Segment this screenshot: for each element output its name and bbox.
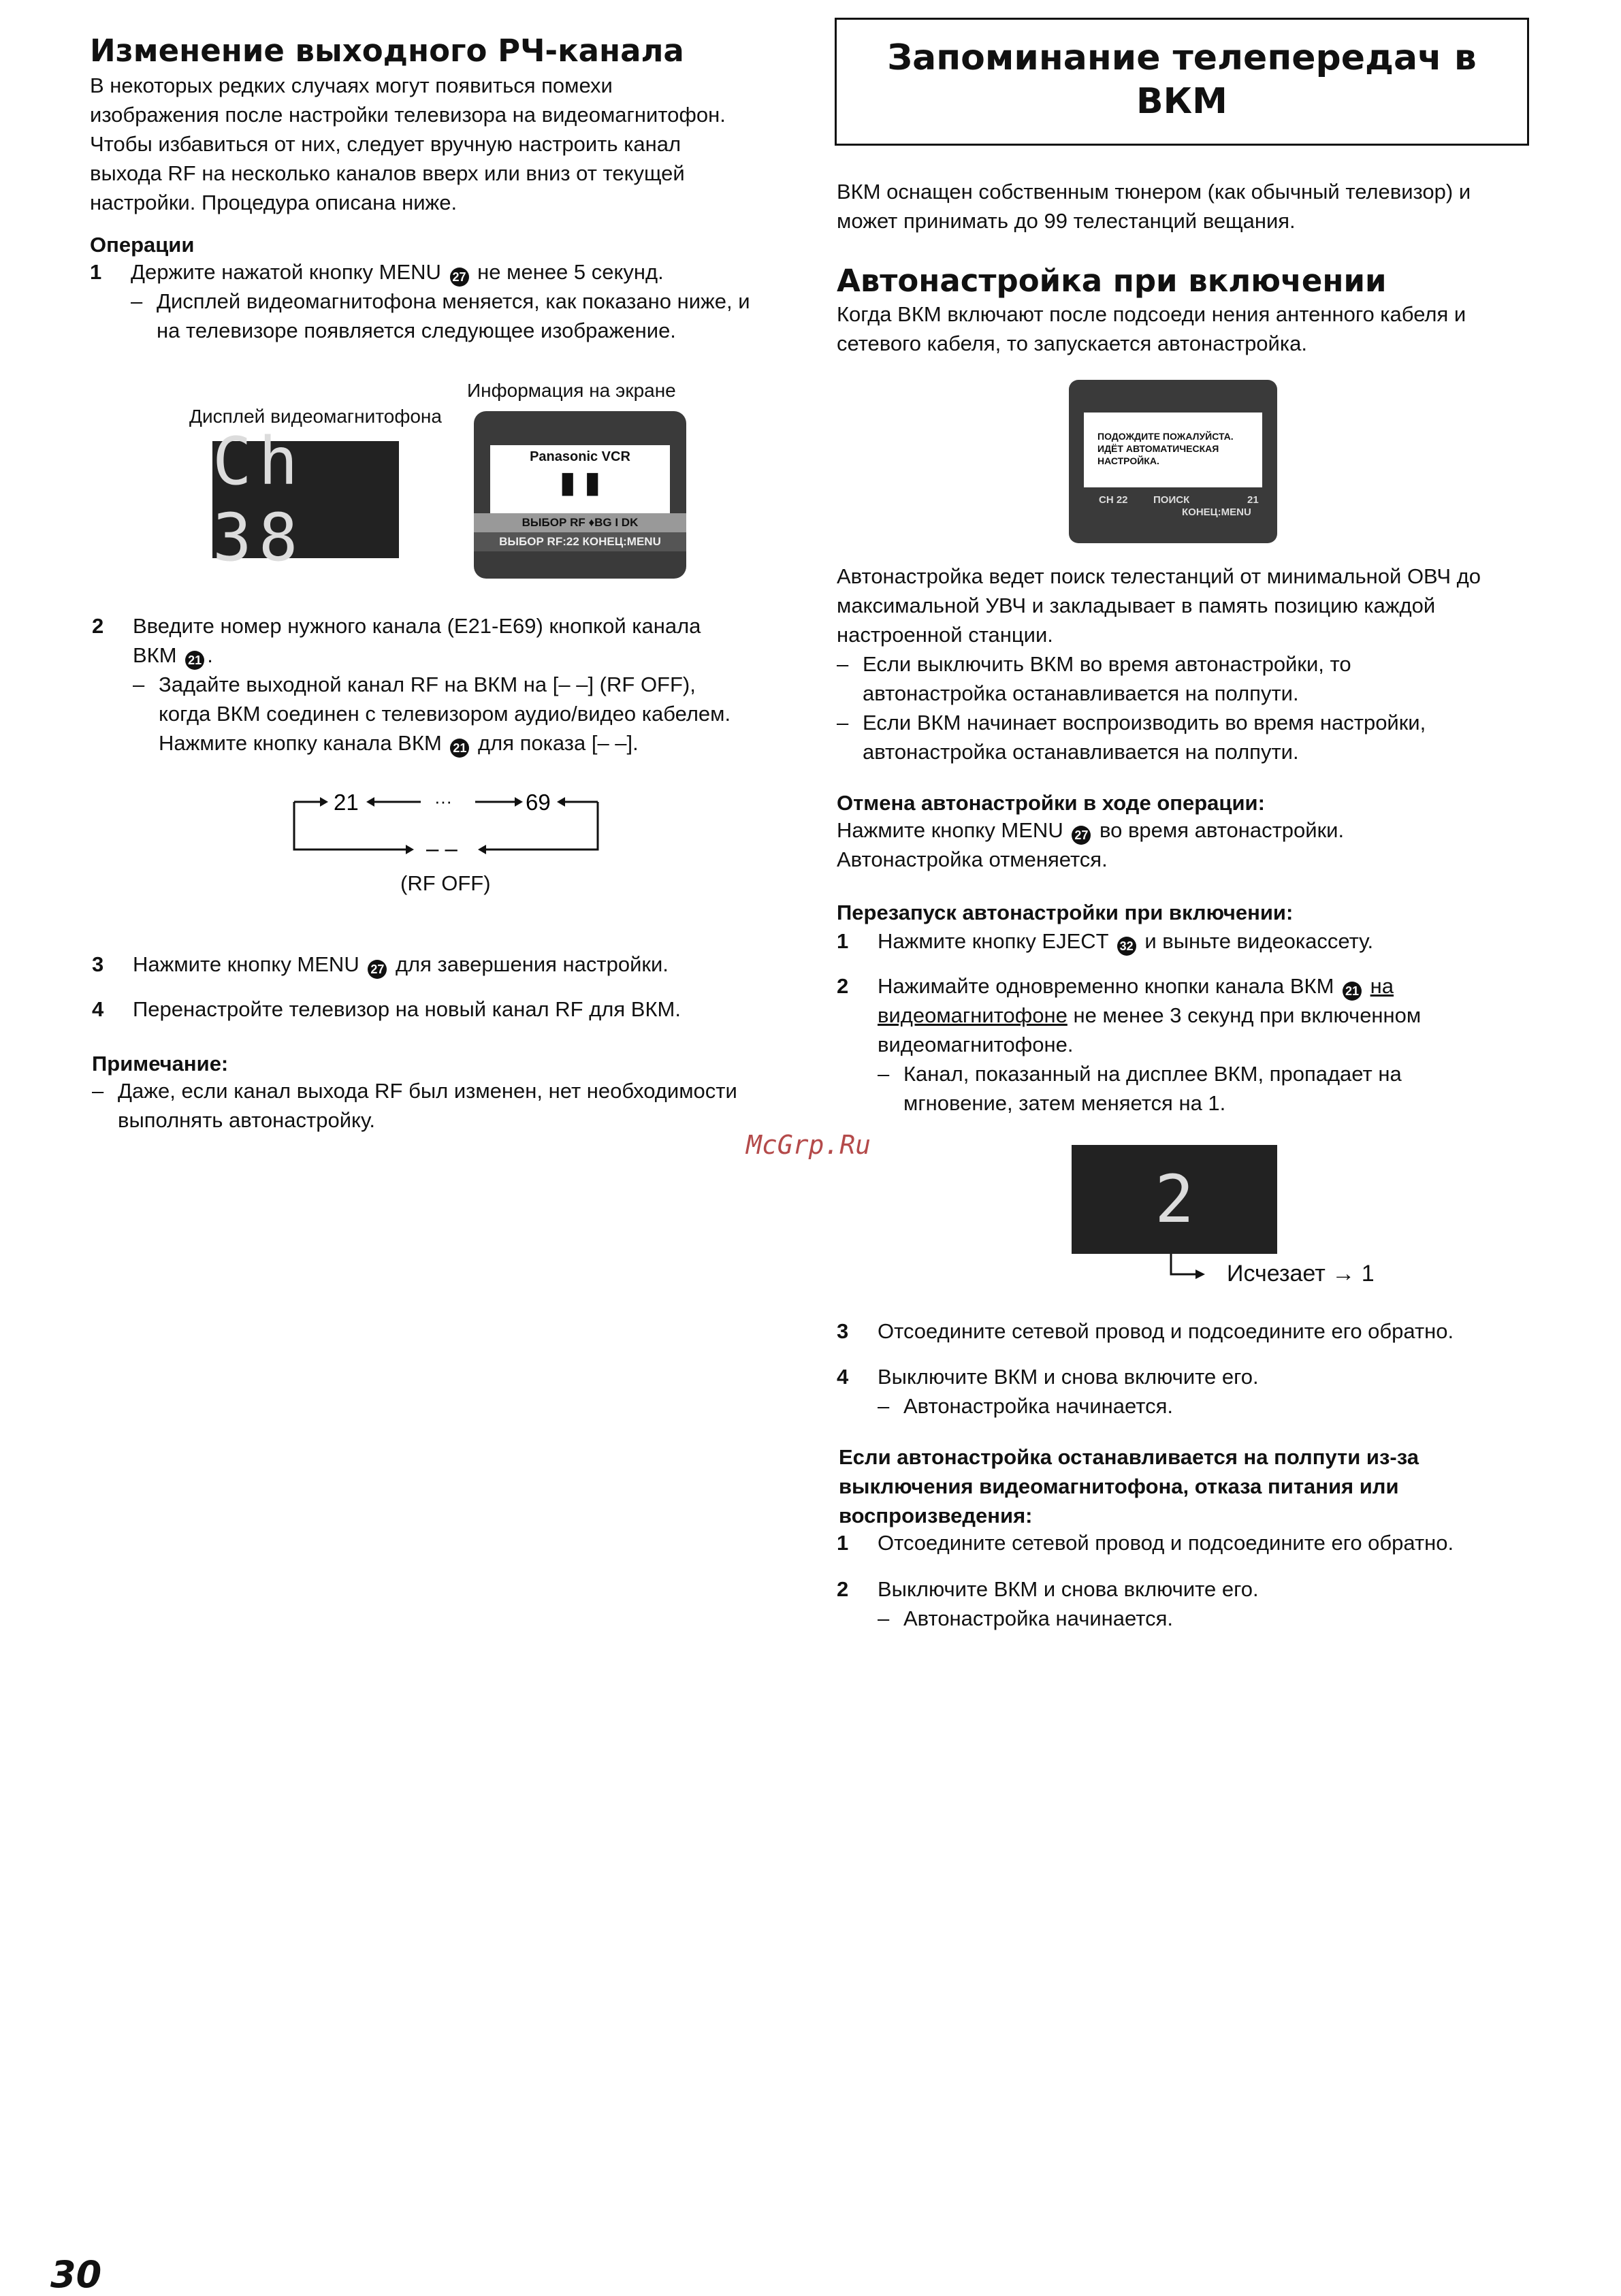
- intro-line: выхода RF на несколько каналов вверх или вниз от текущей: [90, 161, 685, 185]
- button-27-icon: 27: [368, 960, 387, 979]
- stop-heading-line: выключения видеомагнитофона, отказа питания или: [839, 1474, 1399, 1498]
- arrow-right-icon: →: [1332, 1261, 1355, 1287]
- bar-search: ПОИСК: [1153, 494, 1190, 506]
- step-text: видеомагнитофоне.: [878, 1033, 1074, 1056]
- step-subtext: Автонастройка начинается.: [903, 1394, 1173, 1418]
- step-subtext: Задайте выходной канал RF на ВКМ на [– –] (RF OFF),: [159, 673, 696, 696]
- stop-step-2: [837, 1574, 1552, 1633]
- step-text: Выключите ВКМ и снова включите его.: [878, 1365, 1259, 1389]
- note-text: Даже, если канал выхода RF был изменен, нет необходимости: [118, 1079, 737, 1103]
- step-text: Введите номер нужного канала (E21-E69) кнопкой канала: [133, 614, 701, 638]
- arrowhead: [478, 845, 486, 854]
- dash: –: [92, 1079, 104, 1103]
- cancel-heading: Отмена автонастройки в ходе операции:: [837, 791, 1265, 815]
- arrowhead: [515, 797, 523, 807]
- step-text: не менее 3 секунд при включенном: [1073, 1003, 1422, 1027]
- intro-line: Когда ВКМ включают после подсоеди нения антенного кабеля и: [837, 302, 1466, 326]
- step-3: [92, 950, 814, 979]
- stop-step-1: [837, 1528, 1552, 1557]
- step-subtext: Дисплей видеомагнитофона меняется, как показано ниже, и: [157, 289, 750, 313]
- dash: –: [133, 673, 145, 696]
- intro-line: сетевого кабеля, то запускается автонастройка.: [837, 332, 1307, 355]
- dash: –: [131, 289, 143, 313]
- operations-heading: Операции: [90, 233, 195, 257]
- stop-heading-line: воспроизведения:: [839, 1504, 1033, 1527]
- autotune-description: [837, 562, 1552, 766]
- intro-line: может принимать до 99 телестанций вещания.: [837, 209, 1296, 233]
- intro-line: настройки. Процедура описана ниже.: [90, 191, 458, 214]
- step-number: 1: [837, 929, 849, 953]
- step-text-underlined: на: [1370, 974, 1394, 998]
- step-number: 2: [837, 974, 849, 998]
- step-1: [90, 257, 812, 345]
- cancel-line: во время автонастройки.: [1099, 818, 1345, 842]
- cycle-caption: (RF OFF): [400, 871, 491, 895]
- bullet-text: автонастройка останавливается на полпути.: [863, 740, 1299, 764]
- intro-line: Чтобы избавиться от них, следует вручную настроить канал: [90, 132, 681, 156]
- bar-number: 21: [1247, 494, 1259, 506]
- section-title-auto-tuning: Автонастройка при включении: [837, 263, 1387, 299]
- autotune-status-bar: [1069, 494, 1277, 508]
- step-text: Выключите ВКМ и снова включите его.: [878, 1577, 1259, 1601]
- tv-screen-area: [490, 445, 670, 513]
- arrowhead: [320, 797, 328, 807]
- auto-intro: [837, 300, 1545, 358]
- step-text: Держите нажатой кнопку MENU: [131, 260, 441, 284]
- step-number: 3: [92, 952, 104, 976]
- disappear-arrow-icon: [1168, 1254, 1208, 1280]
- step-number: 2: [92, 614, 104, 638]
- cycle-dots: ···: [434, 791, 452, 811]
- step-number: 4: [92, 997, 104, 1021]
- vcr-lcd-display: Ch 38: [212, 441, 399, 558]
- step-2: [92, 611, 814, 758]
- button-32-icon: 32: [1117, 937, 1136, 956]
- button-27-icon: 27: [450, 268, 469, 287]
- bar-channel: CH 22: [1099, 494, 1128, 506]
- step-text: Нажмите кнопку EJECT: [878, 929, 1109, 953]
- autotune-message-line: ПОДОЖДИТЕ ПОЖАЛУЙСТА.: [1097, 431, 1234, 442]
- stop-heading: [839, 1442, 1554, 1530]
- step-text: для завершения настройки.: [395, 952, 669, 976]
- step-text: .: [207, 643, 213, 667]
- autotune-message: [1084, 413, 1262, 467]
- cycle-off-label: – –: [426, 836, 458, 858]
- step-number: 1: [90, 260, 102, 284]
- arrowhead: [366, 797, 374, 807]
- step-subtext: когда ВКМ соединен с телевизором аудио/видео кабелем.: [159, 702, 731, 726]
- cancel-line: Автонастройка отменяется.: [837, 847, 1108, 871]
- bullet-text: Если ВКМ начинает воспроизводить во время настройки,: [863, 711, 1426, 734]
- dash: –: [878, 1606, 890, 1630]
- step-subtext: Нажмите кнопку канала ВКМ: [159, 731, 442, 755]
- tv-menu-line-2: ВЫБОР RF:22 КОНЕЦ:MENU: [474, 532, 686, 551]
- intro-paragraph: [90, 71, 805, 217]
- autotune-message-line: ИДЁТ АВТОМАТИЧЕСКАЯ: [1097, 443, 1219, 454]
- step-text: Отсоедините сетевой провод и подсоедините его обратно.: [878, 1319, 1454, 1343]
- label-screen-info: Информация на экране: [467, 380, 676, 401]
- step-subtext: мгновение, затем меняется на 1.: [903, 1091, 1226, 1115]
- step-number: 2: [837, 1577, 849, 1601]
- page-number: 30: [50, 2253, 102, 2296]
- step-4: [92, 995, 814, 1024]
- tv-brand-text: Panasonic VCR: [530, 449, 630, 464]
- step-text: не менее 5 секунд.: [477, 260, 664, 284]
- step-subtext: на телевизоре появляется следующее изображение.: [157, 319, 676, 342]
- channel-cycle-diagram: [286, 790, 613, 858]
- restart-step-4: [837, 1362, 1552, 1421]
- intro-line: В некоторых редких случаях могут появиться помехи: [90, 74, 613, 97]
- bar-end: КОНЕЦ:MENU: [1182, 506, 1251, 518]
- restart-step-3: [837, 1316, 1552, 1346]
- step-number: 3: [837, 1319, 849, 1343]
- chapter-title-line: ВКМ: [1136, 81, 1227, 122]
- autotune-message-line: НАСТРОЙКА.: [1097, 455, 1159, 466]
- note-heading: Примечание:: [92, 1052, 229, 1076]
- dash: –: [837, 711, 849, 734]
- step-number: 4: [837, 1365, 849, 1389]
- step-number: 1: [837, 1531, 849, 1555]
- restart-step-2: [837, 971, 1552, 1118]
- disappear-caption: [1227, 1259, 1375, 1289]
- desc-line: Автонастройка ведет поиск телестанций от минимальной ОВЧ до: [837, 564, 1481, 588]
- bullet-text: Если выключить ВКМ во время автонастройки, то: [863, 652, 1351, 676]
- button-21-icon: 21: [450, 739, 469, 758]
- cancel-line: Нажмите кнопку MENU: [837, 818, 1063, 842]
- step-subtext: Автонастройка начинается.: [903, 1606, 1173, 1630]
- button-27-icon: 27: [1072, 826, 1091, 845]
- note: [92, 1076, 814, 1135]
- cycle-start-label: 21: [334, 790, 359, 815]
- cancel-text: [837, 815, 1545, 874]
- step-text: Перенастройте телевизор на новый канал RF для ВКМ.: [133, 997, 681, 1021]
- note-text: выполнять автонастройку.: [118, 1108, 375, 1132]
- section-title-rf-channel: Изменение выходного РЧ-канала: [90, 33, 684, 69]
- desc-line: настроенной станции.: [837, 623, 1053, 647]
- button-21-icon: 21: [185, 651, 204, 670]
- intro-line: ВКМ оснащен собственным тюнером (как обычный телевизор) и: [837, 180, 1471, 204]
- result-channel: 1: [1361, 1261, 1375, 1287]
- tuner-intro: [837, 177, 1545, 236]
- disappear-label: Исчезает: [1227, 1261, 1326, 1287]
- tv-screen-figure: [474, 411, 686, 579]
- dash: –: [878, 1062, 890, 1086]
- arrowhead: [406, 845, 414, 854]
- step-text: ВКМ: [133, 643, 177, 667]
- cycle-end-label: 69: [526, 790, 551, 815]
- desc-line: максимальной УВЧ и закладывает в память позицию каждой: [837, 594, 1436, 617]
- tv-autotune-figure: [1069, 380, 1277, 543]
- step-text-underlined: видеомагнитофоне: [878, 1003, 1068, 1027]
- stop-heading-line: Если автонастройка останавливается на полпути из-за: [839, 1445, 1419, 1469]
- label-vcr-display: Дисплей видеомагнитофона: [189, 406, 442, 427]
- step-text: Нажимайте одновременно кнопки канала ВКМ: [878, 974, 1334, 998]
- dash: –: [837, 652, 849, 676]
- bullet-text: автонастройка останавливается на полпути.: [863, 681, 1299, 705]
- dash: –: [878, 1394, 890, 1418]
- step-subtext: Канал, показанный на дисплее ВКМ, пропадает на: [903, 1062, 1402, 1086]
- chapter-title-line: Запоминание телепередач в: [887, 37, 1477, 78]
- intro-line: изображения после настройки телевизора на видеомагнитофон.: [90, 103, 726, 127]
- vcr-lcd-channel: 2: [1072, 1145, 1277, 1254]
- step-subtext: для показа [– –].: [478, 731, 639, 755]
- step-text: Нажмите кнопку MENU: [133, 952, 359, 976]
- arrowhead: [557, 797, 565, 807]
- restart-heading: Перезапуск автонастройки при включении:: [837, 901, 1294, 924]
- button-21-icon: 21: [1343, 982, 1362, 1001]
- tv-screen-area: [1084, 413, 1262, 487]
- watermark-text: McGrp.Ru: [746, 1130, 871, 1160]
- tv-digits: ▮ ▮: [559, 466, 601, 499]
- step-text: и выньте видеокассету.: [1144, 929, 1374, 953]
- step-text: Отсоедините сетевой провод и подсоедините его обратно.: [878, 1531, 1454, 1555]
- tv-menu-line-1: ВЫБОР RF ♦BG I DK: [474, 513, 686, 532]
- restart-step-1: [837, 926, 1552, 956]
- chapter-title-box: [835, 18, 1529, 146]
